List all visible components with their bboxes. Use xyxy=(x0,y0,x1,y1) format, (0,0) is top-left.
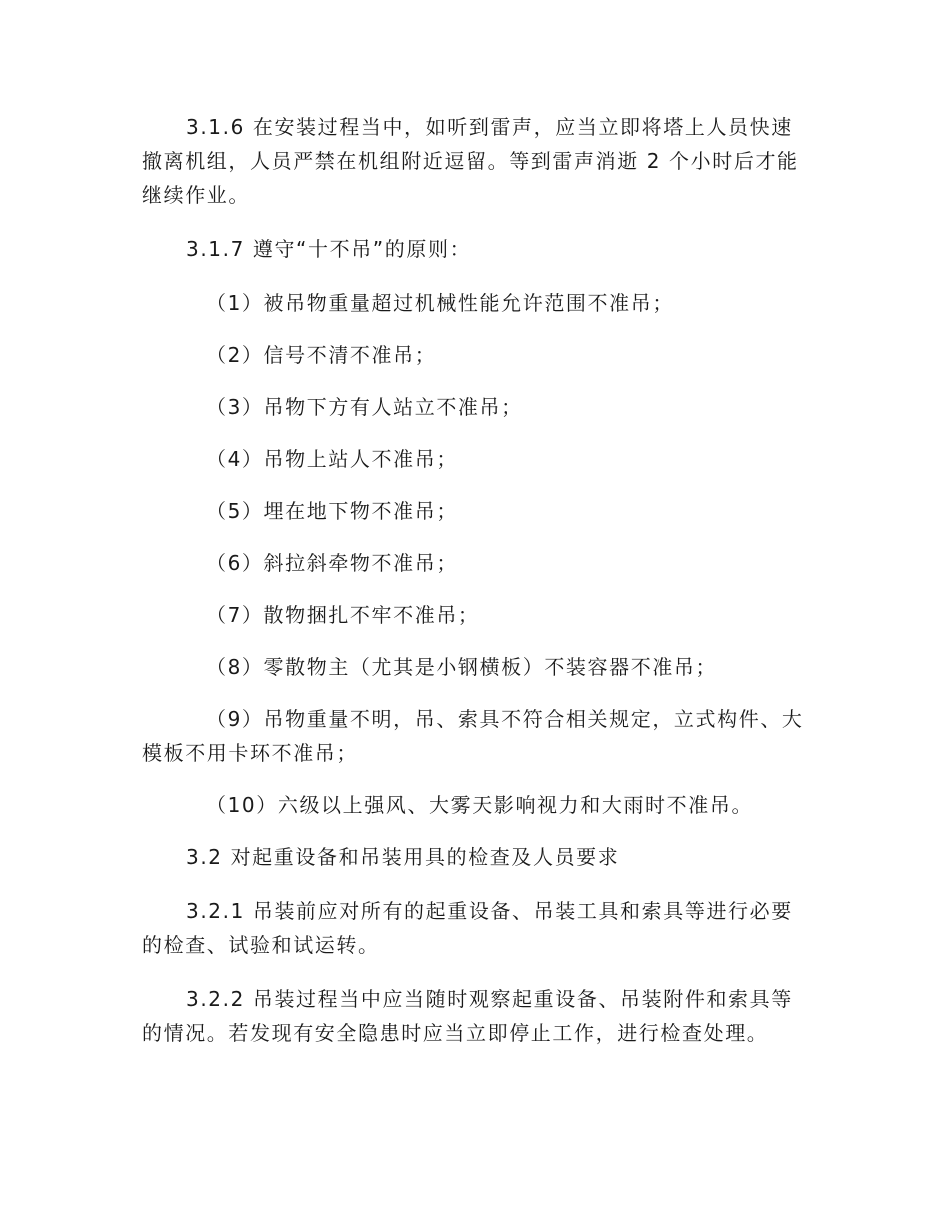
list-item-7: （7）散物捆扎不牢不准吊； xyxy=(206,603,480,627)
paragraph-3-1-7: 3.1.7 遵守“十不吊”的原则： xyxy=(186,237,472,261)
list-item-8: （8）零散物主（尤其是小钢横板）不装容器不准吊； xyxy=(206,655,718,679)
paragraph-3-2-1: 3.2.1 吊装前应对所有的起重设备、吊装工具和索具等进行必要的检查、试验和试运转。 xyxy=(142,899,793,957)
list-item-5: （5）埋在地下物不准吊； xyxy=(206,499,458,523)
paragraph-3-2-2: 3.2.2 吊装过程当中应当随时观察起重设备、吊装附件和索具等的情况。若发现有安全隐患时应当立即停止工作，进行检查处理。 xyxy=(142,987,793,1045)
list-item-10: （10）六级以上强风、大雾天影响视力和大雨时不准吊。 xyxy=(206,793,754,817)
section-heading-3-2: 3.2 对起重设备和吊装用具的检查及人员要求 xyxy=(186,845,620,869)
paragraph-3-1-6: 3.1.6 在安装过程当中，如听到雷声，应当立即将塔上人员快速撤离机组，人员严禁在机组附近逗留。等到雷声消逝 2 个小时后才能继续作业。 xyxy=(142,115,799,207)
list-item-9: （9）吊物重量不明，吊、索具不符合相关规定，立式构件、大模板不用卡环不准吊； xyxy=(142,707,804,765)
document-body xyxy=(142,110,812,1070)
list-item-6: （6）斜拉斜牵物不准吊； xyxy=(206,551,458,575)
list-item-1: （1）被吊物重量超过机械性能允许范围不准吊； xyxy=(206,291,674,315)
list-item-2: （2）信号不清不准吊； xyxy=(206,343,437,367)
list-item-4: （4）吊物上站人不准吊； xyxy=(206,447,458,471)
list-item-3: （3）吊物下方有人站立不准吊； xyxy=(206,395,523,419)
